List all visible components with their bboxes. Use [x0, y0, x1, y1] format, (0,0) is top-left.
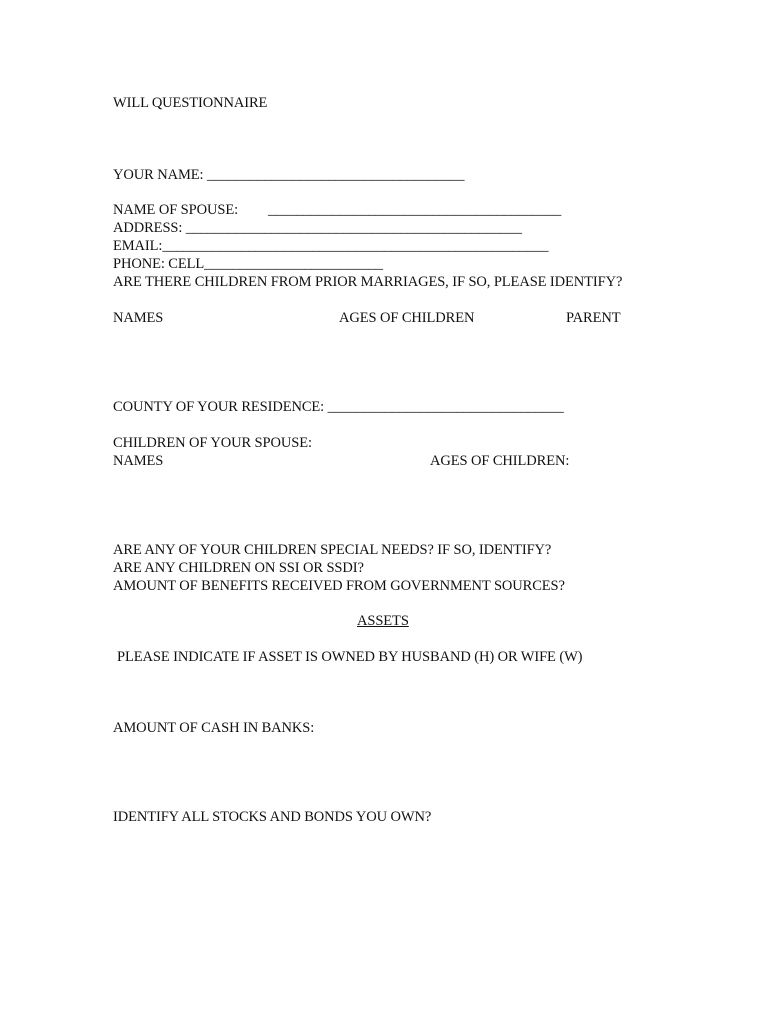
your-name-field[interactable]: YOUR NAME: ____________________________________	[113, 167, 465, 183]
spouse-children-ages-header: AGES OF CHILDREN:	[430, 453, 570, 469]
parent-column-header: PARENT	[566, 310, 621, 326]
cash-in-banks-question: AMOUNT OF CASH IN BANKS:	[113, 720, 315, 736]
document-title: WILL QUESTIONNAIRE	[113, 95, 268, 111]
phone-cell-field[interactable]: PHONE: CELL_________________________	[113, 256, 383, 272]
asset-owner-note: PLEASE INDICATE IF ASSET IS OWNED BY HUSBAND (H) OR WIFE (W)	[117, 649, 583, 665]
spouse-name-field[interactable]: _________________________________________	[268, 202, 562, 218]
names-column-header: NAMES	[113, 310, 164, 326]
spouse-children-names-header: NAMES	[113, 453, 164, 469]
assets-heading: ASSETS	[357, 613, 409, 629]
stocks-bonds-question: IDENTIFY ALL STOCKS AND BONDS YOU OWN?	[113, 809, 432, 825]
email-field[interactable]: EMAIL:______________________________________________________	[113, 238, 549, 254]
benefits-question: AMOUNT OF BENEFITS RECEIVED FROM GOVERNMENT SOURCES?	[113, 578, 565, 594]
county-field[interactable]: COUNTY OF YOUR RESIDENCE: _________________________________	[113, 399, 564, 415]
spouse-children-heading: CHILDREN OF YOUR SPOUSE:	[113, 435, 312, 451]
special-needs-question: ARE ANY OF YOUR CHILDREN SPECIAL NEEDS? IF SO, IDENTIFY?	[113, 542, 552, 558]
ages-column-header: AGES OF CHILDREN	[339, 310, 475, 326]
ssi-question: ARE ANY CHILDREN ON SSI OR SSDI?	[113, 560, 364, 576]
prior-children-question: ARE THERE CHILDREN FROM PRIOR MARRIAGES, IF SO, PLEASE IDENTIFY?	[113, 274, 623, 290]
spouse-name-label: NAME OF SPOUSE:	[113, 202, 238, 218]
address-field[interactable]: ADDRESS: _______________________________________________	[113, 220, 522, 236]
